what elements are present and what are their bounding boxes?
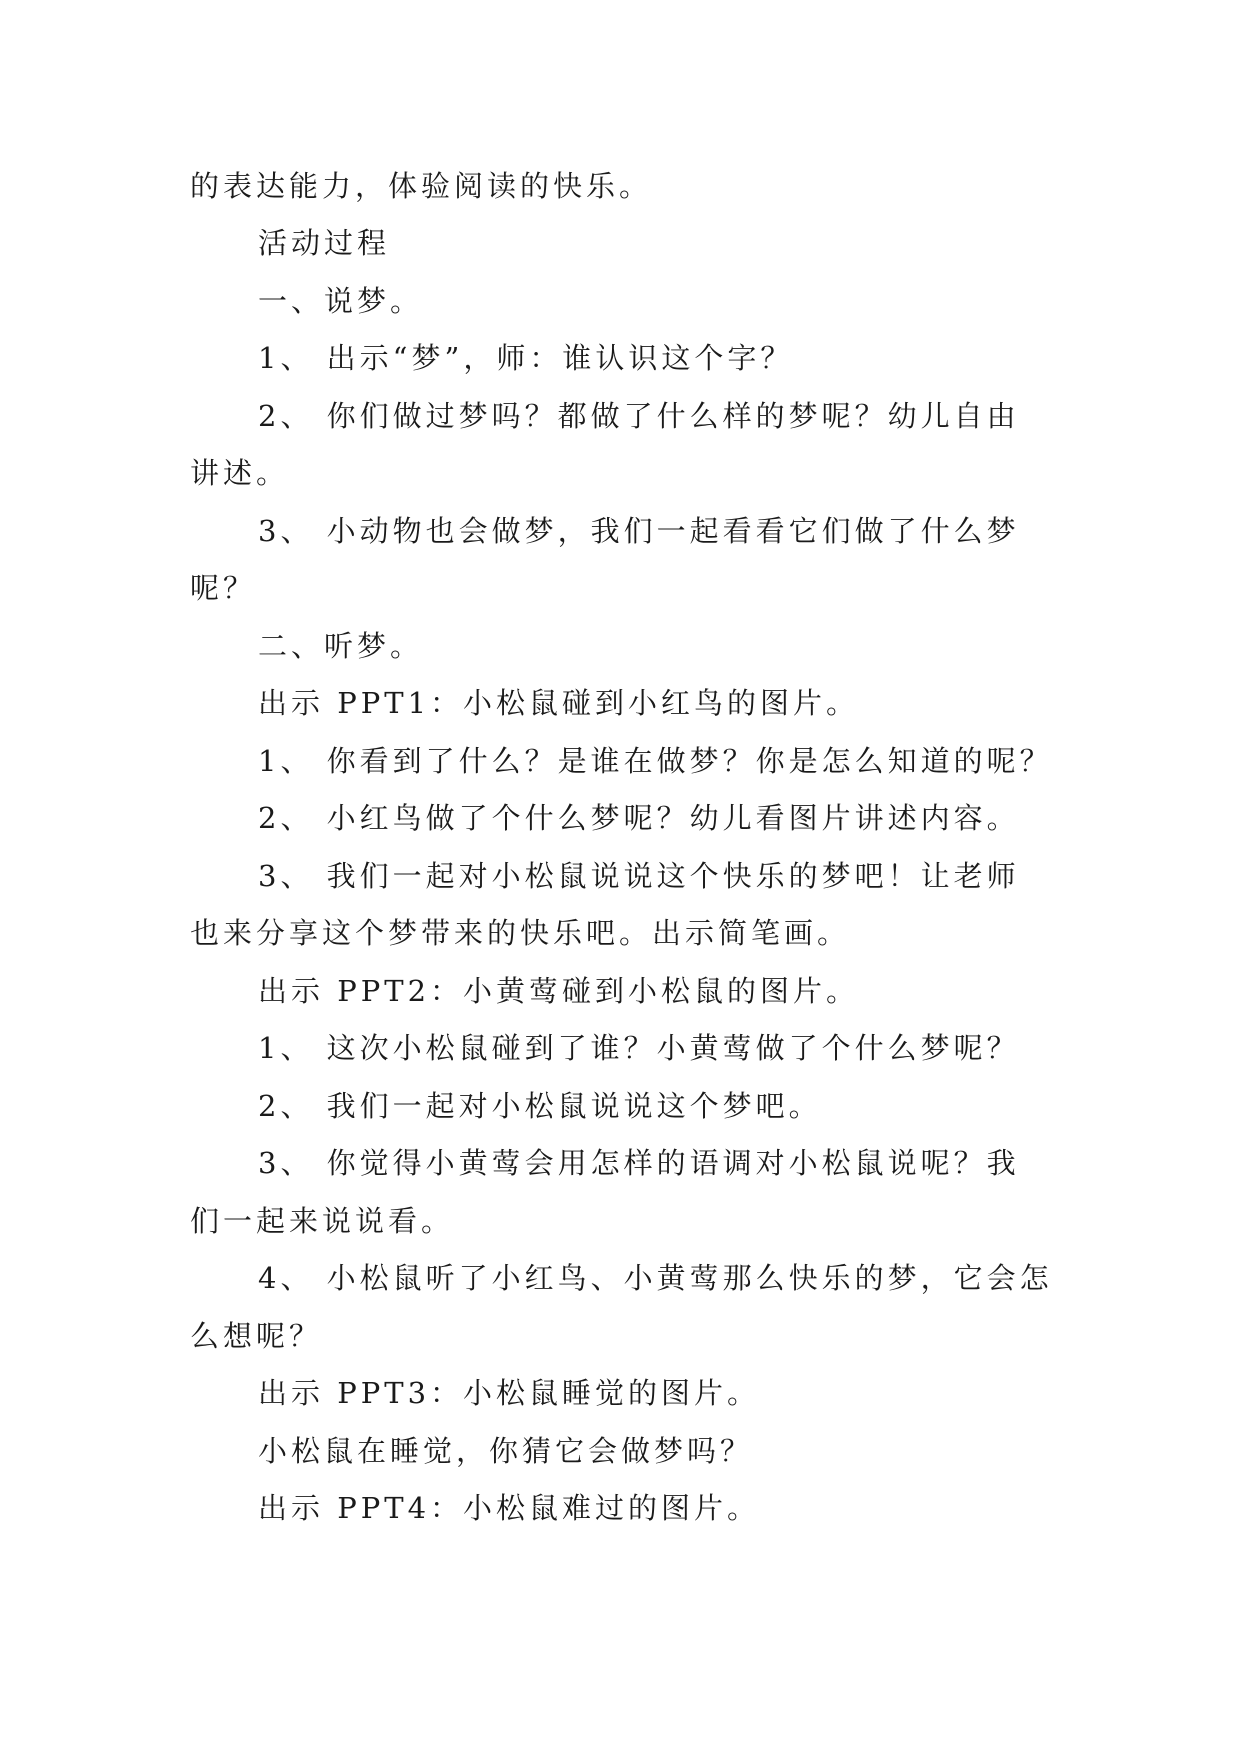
text-line: 4、 小松鼠听了小红鸟、小黄莺那么快乐的梦，它会怎 bbox=[258, 1261, 1053, 1295]
text-line: 出示 PPT3：小松鼠睡觉的图片。 bbox=[258, 1376, 761, 1410]
text-line: 小松鼠在睡觉，你猜它会做梦吗？ bbox=[258, 1434, 754, 1468]
section-heading: 活动过程 bbox=[258, 226, 391, 260]
text-line: 1、 出示“梦”，师：谁认识这个字？ bbox=[258, 341, 794, 375]
text-line: 2、 我们一起对小松鼠说说这个梦吧。 bbox=[258, 1089, 822, 1123]
text-line: 也来分享这个梦带来的快乐吧。出示简笔画。 bbox=[190, 916, 851, 950]
text-line: 呢？ bbox=[190, 571, 257, 605]
text-line: 3、 你觉得小黄莺会用怎样的语调对小松鼠说呢？我 bbox=[258, 1146, 1020, 1180]
text-line: 讲述。 bbox=[190, 456, 290, 490]
text-line: 3、 小动物也会做梦，我们一起看看它们做了什么梦 bbox=[258, 514, 1020, 548]
text-line: 出示 PPT4：小松鼠难过的图片。 bbox=[258, 1491, 761, 1525]
text-line: 1、 这次小松鼠碰到了谁？小黄莺做了个什么梦呢？ bbox=[258, 1031, 1020, 1065]
text-line: 么想呢？ bbox=[190, 1319, 323, 1353]
text-line: 出示 PPT2：小黄莺碰到小松鼠的图片。 bbox=[258, 974, 860, 1008]
section-heading: 二、听梦。 bbox=[258, 629, 424, 663]
text-line: 3、 我们一起对小松鼠说说这个快乐的梦吧！让老师 bbox=[258, 859, 1020, 893]
text-line: 2、 你们做过梦吗？都做了什么样的梦呢？幼儿自由 bbox=[258, 399, 1020, 433]
text-line: 1、 你看到了什么？是谁在做梦？你是怎么知道的呢？ bbox=[258, 744, 1053, 778]
text-line: 出示 PPT1：小松鼠碰到小红鸟的图片。 bbox=[258, 686, 860, 720]
text-line: 们一起来说说看。 bbox=[190, 1204, 455, 1238]
text-line: 2、 小红鸟做了个什么梦呢？幼儿看图片讲述内容。 bbox=[258, 801, 1020, 835]
section-heading: 一、说梦。 bbox=[258, 284, 424, 318]
text-line: 的表达能力，体验阅读的快乐。 bbox=[190, 169, 653, 203]
